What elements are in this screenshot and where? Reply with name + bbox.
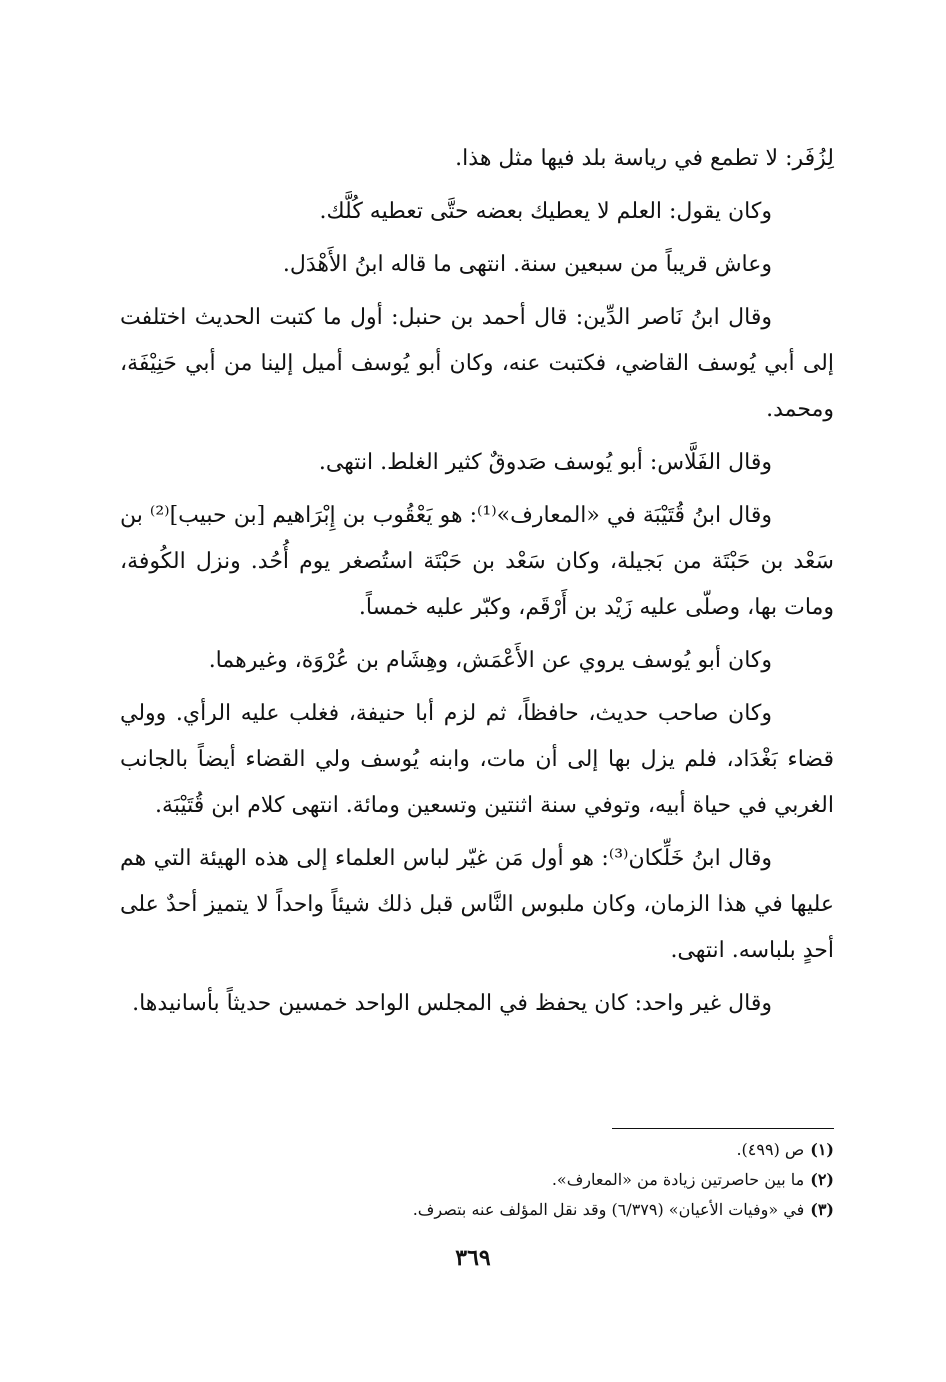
- footnote-divider: [612, 1128, 834, 1129]
- paragraph-5: وقال الفَلَّاس: أبو يُوسف صَدوقٌ كثير الغلط. انتهى.: [318, 450, 772, 475]
- paragraph-2: وكان يقول: العلم لا يعطيك بعضه حتَّى تعطيه كُلَّك.: [319, 199, 772, 224]
- paragraph-6: وقال ابنُ قُتَيْبَة في «المعارف»⁽¹⁾: هو يَعْقُوب بن إِبْرَاهيم [بن حبيب]⁽²⁾ بن سَعْد بن حَبْتَة من بَجيلة، وكان سَعْد بن حَبْتَة استُصغر يوم أُحُد. ونزل الكُوفة، ومات بها، وصلّى عليه زَيْد بن أَرْقَم، وكبّر عليه خمساً.: [120, 503, 834, 620]
- paragraph-1: لِزُفَر: لا تطمع في رياسة بلد فيها مثل هذا.: [455, 146, 834, 171]
- footnote-text: ما بين حاصرتين زيادة من «المعارف».: [551, 1170, 805, 1189]
- footnote-text: ص (٤٩٩).: [736, 1140, 805, 1159]
- footnote-1: [120, 1135, 834, 1165]
- paragraph-3: وعاش قريباً من سبعين سنة. انتهى ما قاله ابنُ الأَهْدَل.: [282, 252, 772, 277]
- footnotes: [120, 1135, 834, 1225]
- footnote-2: [120, 1165, 834, 1195]
- main-text: [120, 136, 834, 1034]
- footnote-text: في «وفيات الأعيان» (٦/٣٧٩) وقد نقل المؤلف عنه بتصرف.: [412, 1200, 805, 1219]
- footnote-number: (٣): [810, 1200, 834, 1219]
- footnote-number: (١): [810, 1140, 834, 1159]
- paragraph-8: وكان صاحب حديث، حافظاً، ثم لزم أبا حنيفة، فغلب عليه الرأي. وولي قضاء بَغْدَاد، فلم يزل بها إلى أن مات، وابنه يُوسف ولي القضاء أيضاً بالجانب الغربي في حياة أبيه، وتوفي سنة اثنتين وتسعين ومائة. انتهى كلام ابن قُتَيْبَة.: [120, 701, 834, 818]
- paragraph-4: وقال ابنُ نَاصر الدِّين: قال أحمد بن حنبل: أول ما كتبت الحديث اختلفت إلى أبي يُوسف القاضي، فكتبت عنه، وكان أبو يُوسف أميل إلينا من أبي حَنِيْفَة، ومحمد.: [120, 305, 834, 422]
- paragraph-10: وقال غير واحد: كان يحفظ في المجلس الواحد خمسين حديثاً بأسانيدها.: [132, 991, 772, 1016]
- paragraph-7: وكان أبو يُوسف يروي عن الأَعْمَش، وهِشَام بن عُرْوَة، وغيرهما.: [208, 648, 772, 673]
- page-number: ٣٦٩: [455, 1245, 491, 1271]
- footnote-3: [120, 1195, 834, 1225]
- footnote-number: (٢): [810, 1170, 834, 1189]
- paragraph-9: وقال ابنُ خَلِّكان⁽³⁾: هو أول مَن غيّر لباس العلماء إلى هذه الهيئة التي هم عليها في هذا الزمان، وكان ملبوس النَّاس قبل ذلك شيئاً واحداً لا يتميز أحدٌ على أحدٍ بلباسه. انتهى.: [120, 846, 834, 963]
